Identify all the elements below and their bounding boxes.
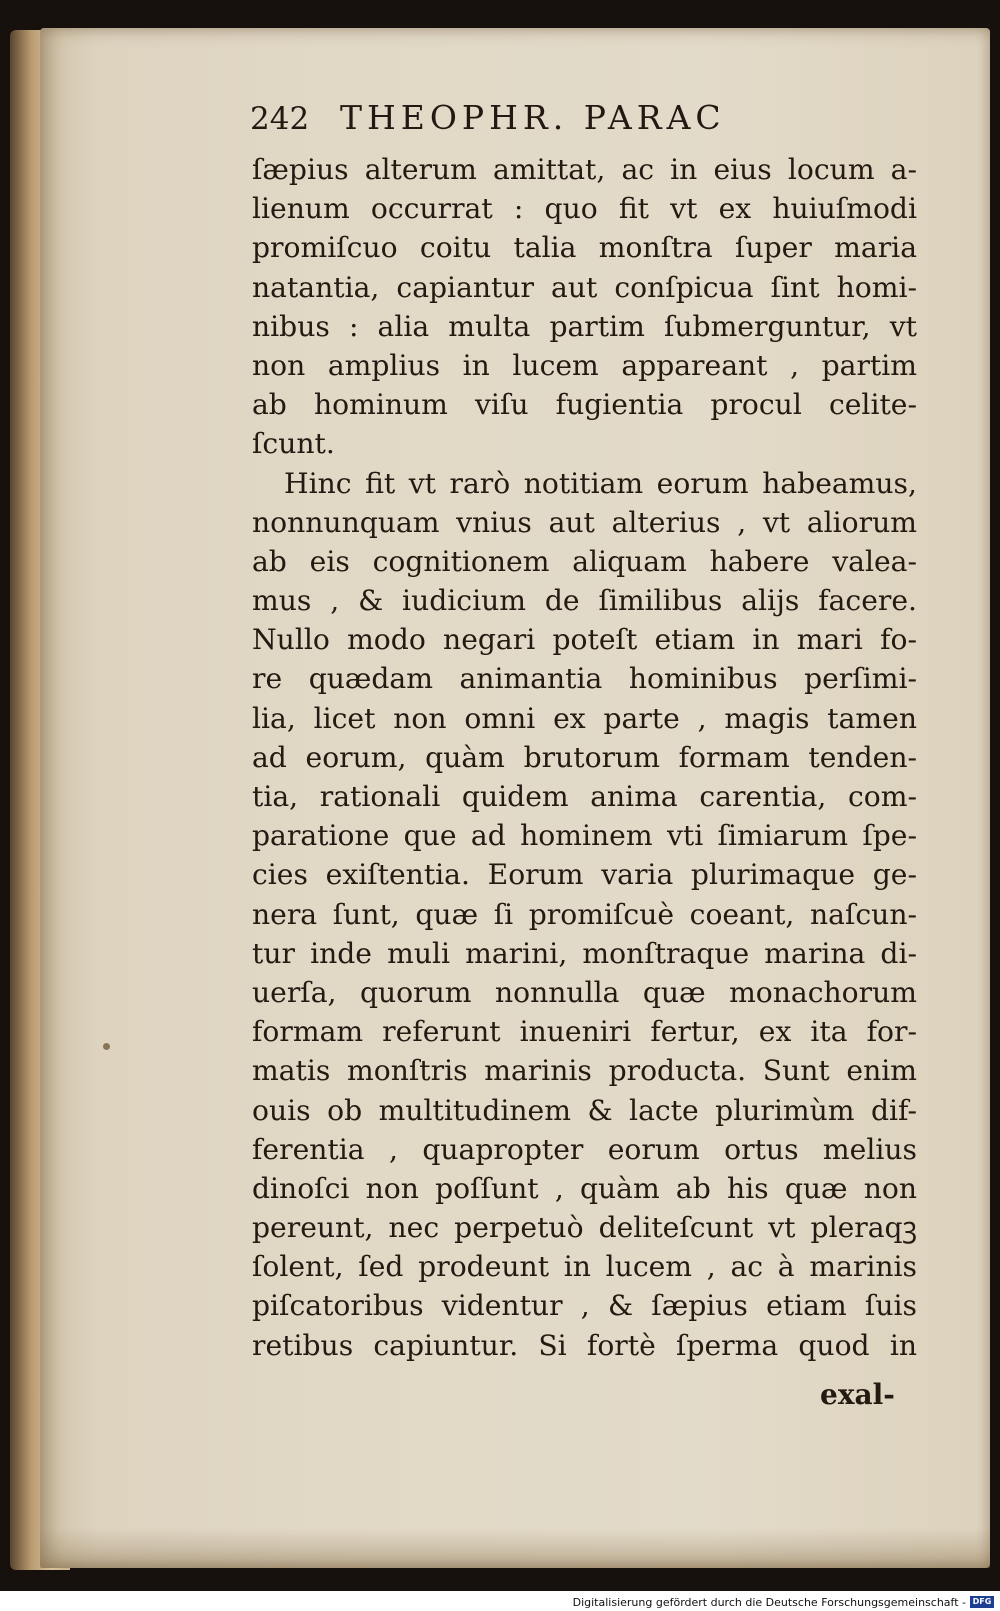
text-line: nibus : alia multa partim ſubmerguntur, vt <box>252 309 917 343</box>
text-line: ferentia , quapropter eorum ortus melius <box>252 1132 917 1166</box>
text-line: piſcatoribus videntur , & ſæpius etiam ſuis <box>252 1289 917 1323</box>
catchword: exal- <box>820 1378 895 1411</box>
text-line: mus , & iudicium de ſimilibus alijs facere. <box>252 584 917 618</box>
text-line: ſæpius alterum amittat, ac in eius locum a- <box>252 153 917 186</box>
footer-bar <box>0 1591 1000 1611</box>
text-line: Nullo modo negari poteſt etiam in mari fo- <box>252 623 917 657</box>
text-line: natantia, capiantur aut conſpicua ſint homi- <box>252 270 917 304</box>
text-line: dinoſci non poſſunt , quàm ab his quæ non <box>252 1171 917 1205</box>
running-title: THEOPHR. PARAC <box>340 98 726 137</box>
funding-credit: Digitalisierung gefördert durch die Deutsche Forschungsgemeinschaft - <box>572 1596 966 1609</box>
text-line: paratione que ad hominem vti ſimiarum ſpe- <box>252 819 917 853</box>
text-line: tur inde muli marini, monſtraque marina di- <box>252 936 917 970</box>
text-line: nera ſunt, quæ ſi promiſcuè coeant, naſcun- <box>252 897 917 931</box>
text-line: nonnunquam vnius aut alterius , vt aliorum <box>252 505 917 539</box>
body-text <box>252 150 917 1365</box>
text-line: ab eis cognitionem aliquam habere valea- <box>252 544 917 578</box>
paragraph-start-line: Hinc fit vt rarò notitiam eorum habeamus, <box>284 466 917 500</box>
text-line: lienum occurrat : quo fit vt ex huiuſmodi <box>252 192 917 226</box>
text-line: non amplius in lucem appareant , partim <box>252 348 917 382</box>
page-number: 242 <box>250 101 310 137</box>
paper-stain <box>103 1043 110 1050</box>
text-line: ad eorum, quàm brutorum formam tenden- <box>252 740 917 774</box>
text-line: ouis ob multitudinem & lacte plurimùm dif- <box>252 1093 917 1127</box>
dfg-logo: DFG <box>970 1596 994 1608</box>
text-line: matis monſtris marinis producta. Sunt enim <box>252 1054 917 1088</box>
text-line: re quædam animantia hominibus perſimi- <box>252 662 917 696</box>
text-line: lia, licet non omni ex parte , magis tamen <box>252 701 917 735</box>
text-line: pereunt, nec perpetuò deliteſcunt vt pleraqꝫ <box>252 1211 917 1245</box>
text-line: ab hominum viſu fugientia procul celite- <box>252 388 917 422</box>
text-line: uerſa, quorum nonnulla quæ monachorum <box>252 975 917 1009</box>
text-line: ſolent, ſed prodeunt in lucem , ac à marinis <box>252 1250 917 1284</box>
text-line: tia, rationali quidem anima carentia, com- <box>252 780 917 813</box>
text-line: formam referunt inueniri fertur, ex ita for- <box>252 1015 917 1049</box>
text-line: ſcunt. <box>252 427 335 461</box>
text-line: cies exiſtentia. Eorum varia plurimaque ge- <box>252 858 917 892</box>
text-line: promiſcuo coitu talia monſtra ſuper maria <box>252 231 917 265</box>
text-line: retibus capiuntur. Si fortè ſperma quod in <box>252 1328 917 1362</box>
page-header <box>250 98 890 137</box>
